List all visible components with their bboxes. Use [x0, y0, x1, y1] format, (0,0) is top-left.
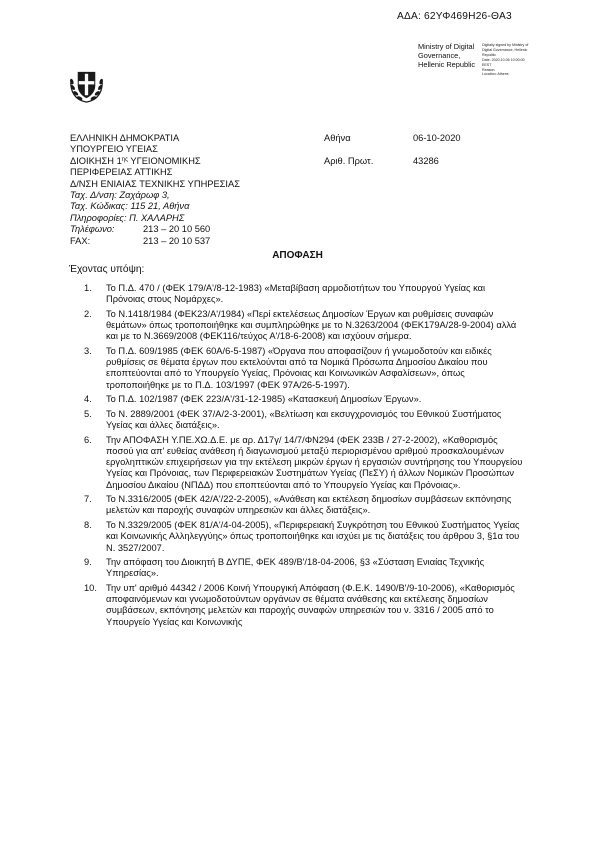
phone-label: Τηλέφωνο: — [70, 224, 115, 235]
document-meta — [324, 133, 524, 167]
list-item — [84, 346, 524, 391]
contact-person: Πληροφορίες: Π. ΧΑΛΑΡΗΣ — [70, 212, 185, 223]
city-label: Αθήνα — [324, 133, 351, 143]
signature-details: Digitally signed by Ministry of Digital Governance, Hellenic Republic Date: 2020.10.06 10:00:00 EEST Reason: Location: Athens — [482, 43, 529, 77]
considerations-list — [84, 283, 524, 631]
protocol-label: Αριθ. Πρωτ. — [324, 155, 374, 166]
item-text: Την ΑΠΟΦΑΣΗ Υ.ΠΕ.ΧΩ.Δ.Ε. με αρ. Δ17γ/ 14/7/ΦΝ294 (ΦΕΚ 233Β / 27-2-2002), «Καθορισμός ποσού για απ' ευθείας ανάθεση ή διαγωνισμού μεταξύ περιορισμένου αριθμού προσκαλουμένων εργοληπτικών επιχειρήσεων για την εκτέλεση μικρών έργων ή εργασιών συντήρησης του Υπουργείου Υγείας και Πρόνοιας, των Περιφερειακών Συστημάτων Υγείας (ΠεΣΥ) ή άλλων Νομικών Προσώπων Δημοσίου Δικαίου (ΝΠΔΔ) που εποπτεύονται από το Υπουργείο Υγείας και Πρόνοιας». — [106, 434, 523, 490]
item-number: 3. — [84, 345, 92, 356]
list-item — [84, 409, 524, 432]
list-item — [84, 494, 524, 517]
date-row — [324, 133, 524, 144]
item-text: Το Ν. 2889/2001 (ΦΕΚ 37/Α/2-3-2001), «Βελτίωση και εκσυγχρονισμός του Εθνικού Συστήματος Υγείας και άλλες διατάξεις». — [106, 408, 502, 431]
protocol-number: 43286 — [413, 155, 439, 166]
item-number: 8. — [84, 519, 92, 530]
item-text: Το Π.Δ. 609/1985 (ΦΕΚ 60Α/6-5-1987) «Όργανα που αποφασίζουν ή γνωμοδοτούν και ειδικές ρυθμίσεις σε θέματα έργων που εκτελούνται από τα Νομικά Πρόσωπα Δημοσίου Δικαίου που εποπτεύονται από το Υπουργείο Υγείας, Πρόνοιας και Κοινωνικών Ασφαλίσεων», όπως τροποποιήθηκε με το Π.Δ. 103/1997 (ΦΕΚ 97Α/26-5-1997). — [106, 345, 492, 390]
issuing-authority — [70, 133, 330, 247]
fax-row — [70, 236, 330, 247]
org-line: ΕΛΛΗΝΙΚΗ ΔΗΜΟΚΡΑΤΙΑ — [70, 133, 180, 143]
item-number: 9. — [84, 557, 92, 568]
protocol-row — [324, 156, 524, 167]
address-line: Ταχ. Κώδικας: 115 21, Αθήνα — [70, 201, 190, 212]
item-number: 7. — [84, 494, 92, 505]
phone-value: 213 – 20 10 560 — [143, 224, 211, 235]
fax-label: FAX: — [70, 235, 91, 246]
ada-code: ΑΔΑ: 62ΥΦ469Η26-ΘΑ3 — [397, 11, 512, 22]
item-text: Το Π.Δ. 102/1987 (ΦΕΚ 223/Α'/31-12-1985) «Κατασκευή Δημοσίων Έργων». — [106, 394, 422, 405]
fax-value: 213 – 20 10 537 — [143, 235, 211, 246]
org-line: Δ/ΝΣΗ ΕΝΙΑΙΑΣ ΤΕΧΝΙΚΗΣ ΥΠΗΡΕΣΙΑΣ — [70, 178, 240, 189]
item-number: 10. — [84, 582, 97, 593]
digital-signature — [418, 43, 578, 77]
list-item — [84, 435, 524, 491]
list-item — [84, 583, 524, 628]
item-text: Την υπ' αριθμό 44342 / 2006 Κοινή Υπουργική Απόφαση (Φ.Ε.Κ. 1490/Β'/9-10-2006), «Καθορισμός αποφαινόμενων και γνωμοδοτούντων οργάνων σε θέματα ανάθεσης και εκτέλεσης δημοσίων συμβάσεων, εκπόνησης μελετών και παροχής συναφών υπηρεσιών του ν. 3316 / 2005 από το Υπουργείο Υγείας και Κοινωνικής — [106, 582, 515, 627]
list-item — [84, 557, 524, 580]
item-text: Το Ν.3316/2005 (ΦΕΚ 42/Α'/22-2-2005), «Ανάθεση και εκτέλεση δημοσίων συμβάσεων εκπόνησης μελετών και παροχής συναφών υπηρεσιών και άλλες διατάξεις». — [106, 494, 512, 516]
item-number: 5. — [84, 408, 92, 419]
item-text: Το Ν.1418/1984 (ΦΕΚ23/Α'/1984) «Περί εκτελέσεως Δημοσίων Έργων και ρυθμίσεις συναφών θεμάτων» όπως τροποποιήθηκε και συμπληρώθηκε με το Ν.3263/2004 (ΦΕΚ179Α/28-9-2004) αλλά και με το Ν.3669/2008 (ΦΕΚ116/τεύχος Α'/18-6-2008) και ισχύουν σήμερα. — [106, 308, 517, 342]
health-region-line: ΔΙΟΙΚΗΣΗ $1^{\eta\varsigma}$ ΥΓΕΙΟΝΟΜΙΚΗΣ — [70, 155, 201, 166]
item-text: Το Π.Δ. 470 / (ΦΕΚ 179/Α'/8-12-1983) «Μεταβίβαση αρμοδιοτήτων του Υπουργού Υγείας και Πρόνοιας στους Νομάρχες». — [106, 283, 486, 305]
address-line: Ταχ. Δ/νση: Ζαχάρωφ 3, — [70, 189, 170, 200]
list-item — [84, 309, 524, 343]
document-date: 06-10-2020 — [413, 133, 461, 143]
intro-text: Έχοντας υπόψη: — [69, 264, 145, 275]
phone-row — [70, 224, 330, 235]
item-number: 1. — [84, 283, 92, 293]
item-number: 6. — [84, 434, 92, 445]
document-title: ΑΠΟΦΑΣΗ — [272, 250, 323, 261]
signature-issuer: Ministry of Digital Governance, Hellenic Republic — [418, 42, 476, 69]
list-item — [84, 283, 524, 306]
list-item — [84, 394, 524, 405]
item-text: Το Ν.3329/2005 (ΦΕΚ 81/Α'/4-04-2005), «Περιφερειακή Συγκρότηση του Εθνικού Συστήματος Υγείας και Κοινωνικής Αλληλεγγύης» όπως τροποποιήθηκε και ισχύει με τις διατάξεις του άρθρου 3, §1α του Ν. 3527/2007. — [106, 519, 520, 553]
org-line: ΠΕΡΙΦΕΡΕΙΑΣ ΑΤΤΙΚΗΣ — [70, 167, 173, 178]
item-number: 4. — [84, 394, 92, 405]
item-number: 2. — [84, 308, 92, 319]
org-line: ΥΠΟΥΡΓΕΙΟ ΥΓΕΙΑΣ — [70, 144, 158, 155]
hellenic-republic-emblem-icon — [67, 66, 106, 105]
list-item — [84, 520, 524, 554]
item-text: Την απόφαση του Διοικητή Β ΔΥΠΕ, ΦΕΚ 489/Β'/18-04-2006, §3 «Σύσταση Ενιαίας Τεχνικής Υπηρεσίας». — [106, 557, 485, 579]
